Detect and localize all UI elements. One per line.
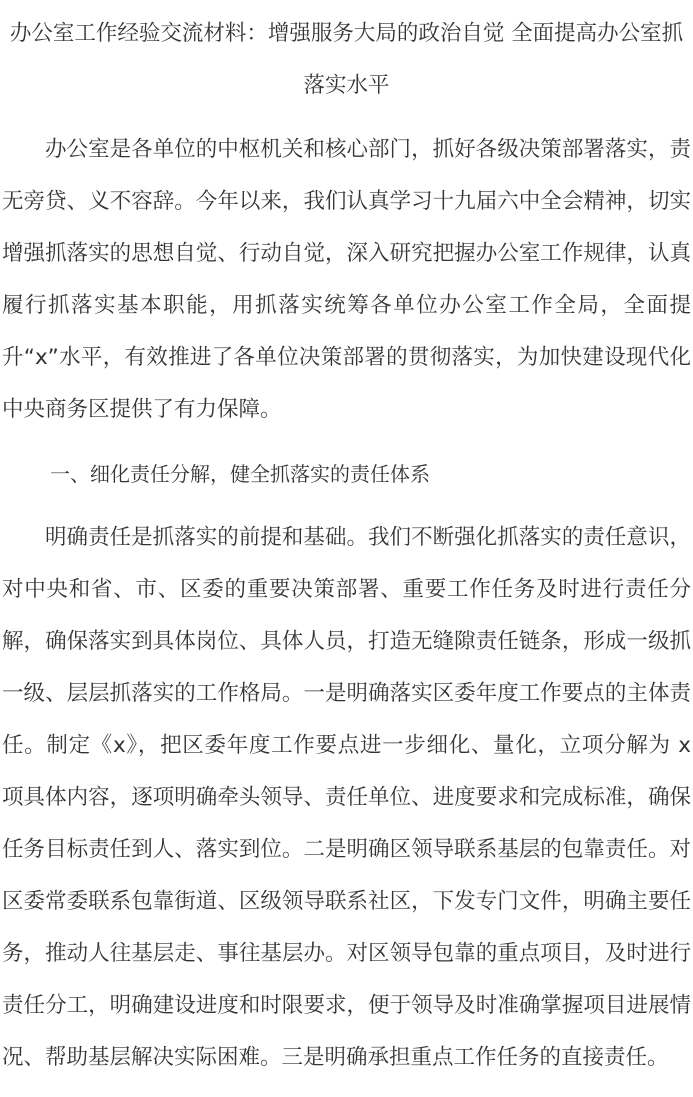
- section-paragraph: 明确责任是抓落实的前提和基础。我们不断强化抓落实的责任意识，对中央和省、市、区委的重要决策部署、重要工作任务及时进行责任分解，确保落实到具体岗位、具体人员，打造无缝隙责任链条，形成一级抓一级、层层抓落实的工作格局。一是明确落实区委年度工作要点的主体责任。制定《x》，把区委年度工作要点进一步细化、量化，立项分解为 x 项具体内容，逐项明确牵头领导、责任单位、进度要求和完成标准，确保任务目标责任到人、落实到位。二是明确区领导联系基层的包靠责任。对区委常委联系包靠街道、区级领导联系社区，下发专门文件，明确主要任务，推动人往基层走、事往基层办。对区领导包靠的重点项目，及时进行责任分工，明确建设进度和时限要求，便于领导及时准确掌握项目进展情况、帮助基层解决实际困难。三是明确承担重点工作任务的直接责任。: [2, 525, 691, 1070]
- intro-paragraph: 办公室是各单位的中枢机关和核心部门，抓好各级决策部署落实，责无旁贷、义不容辞。今年以来，我们认真学习十九届六中全会精神，切实增强抓落实的思想自觉、行动自觉，深入研究把握办公室工作规律，认真履行抓落实基本职能，用抓落实统筹各单位办公室工作全局，全面提升“x”水平，有效推进了各单位决策部署的贯彻落实，为加快建设现代化中央商务区提供了有力保障。: [2, 137, 691, 422]
- document-title: 办公室工作经验交流材料：增强服务大局的政治自觉 全面提高办公室抓落实水平: [9, 21, 684, 98]
- section-heading: 一、细化责任分解，健全抓落实的责任体系: [50, 462, 430, 486]
